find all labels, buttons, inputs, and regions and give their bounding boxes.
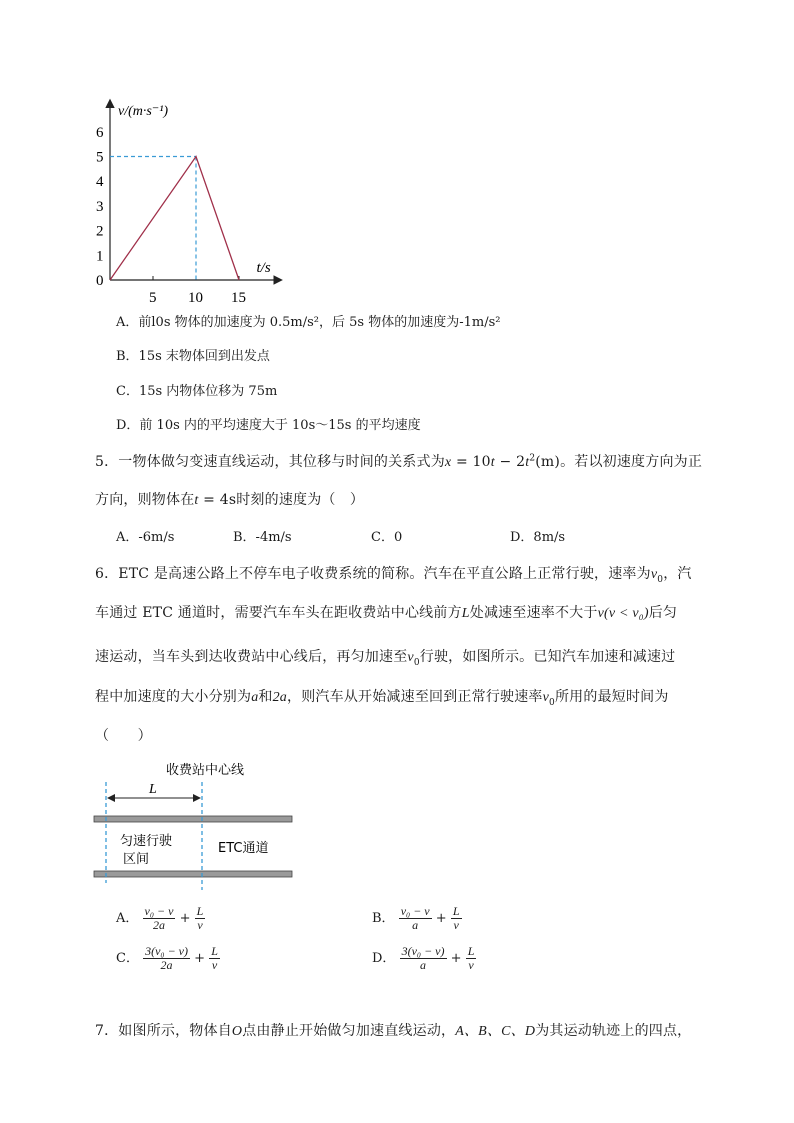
q6-line-1: 6．ETC 是高速公路上不停车电子收费系统的简称。汽车在平直公路上正常行驶，速率为$v_0$，汽 [95, 566, 692, 585]
y-tick-label: 6 [96, 124, 104, 141]
zone-label-1: 匀速行驶 [120, 834, 173, 849]
q5-option-b: B．-4m/s [233, 530, 292, 545]
y-tick-label: 4 [96, 174, 104, 191]
q5-line-2: 方向，则物体在t = 4s时刻的速度为（ ） [95, 492, 365, 508]
velocity-series-line [110, 157, 239, 281]
y-tick-label: 5 [96, 149, 104, 166]
q4-option-c: C．15s 内物体位移为 75m [116, 384, 278, 399]
x-axis-label: t/s [256, 260, 271, 276]
diagram-title: 收费站中心线 [166, 763, 245, 778]
y-tick-label: 3 [96, 198, 104, 215]
q4-option-a: A．前l0s 物体的加速度为 0.5m/s²，后 5s 物体的加速度为-1m/s² [116, 315, 501, 330]
road-bottom-edge [94, 871, 292, 877]
q6-line-3: 速运动，当车头到达收费站中心线后，再匀加速至$v_0$行驶，如图所示。已知汽车加速和减速过 [95, 649, 676, 668]
q5-option-c: C．0 [371, 530, 403, 545]
q6-line-2: 车通过 ETC 通道时，需要汽车车头在距收费站中心线前方L处减速至速率不大于v(v < v₀)后匀 [95, 605, 678, 621]
q7-line-1: 7．如图所示，物体自O点由静止开始做匀加速直线运动，A、B、C、D为其运动轨迹上的四点， [95, 1023, 692, 1039]
y-axis-label: v/(m·s⁻¹) [118, 104, 169, 119]
q5-line-1: 5．一物体做匀变速直线运动，其位移与时间的关系式为$x = 10t - 2t^2(m)$。若以初速度方向为正 [95, 453, 703, 470]
q5-option-a: A．-6m/s [116, 530, 175, 545]
y-tick-label: 2 [96, 223, 104, 240]
distance-label: L [149, 782, 157, 797]
x-tick-label: 15 [231, 290, 246, 305]
y-tick-label: 0 [96, 273, 104, 289]
q4-option-b: B．15s 末物体回到出发点 [116, 349, 270, 364]
q6-option-a: A． $\frac{\text{v₀ − v}}{2a}$ + $\frac{L}{v}$ [116, 904, 204, 932]
etc-label: ETC通道 [218, 841, 269, 856]
zone-label-2: 区间 [123, 852, 150, 867]
q6-line-4: 程中加速度的大小分别为a和2a，则汽车从开始减速至回到正常行驶速率$v_0$所用的最短时间为 [95, 689, 669, 708]
y-tick-label: 1 [96, 248, 104, 265]
x-tick-label: 5 [149, 290, 157, 305]
road-top-edge [94, 816, 292, 822]
etc-diagram [90, 755, 300, 895]
x-tick-label: 10 [188, 290, 203, 305]
q6-option-d: D． $\frac{\text{3(v₀ − v)}}{a}$ + $\frac{L}{v}$ [372, 944, 475, 972]
q5-option-d: D．8m/s [510, 530, 566, 545]
q4-option-d: D．前 10s 内的平均速度大于 10s～15s 的平均速度 [116, 418, 421, 433]
q6-option-b: B． $\frac{\text{v₀ − v}}{a}$ + $\frac{L}{v}$ [372, 904, 460, 932]
q6-option-c: C． $\frac{\text{3(v₀ − v)}}{2a}$ + $\frac{L}{v}$ [116, 944, 218, 972]
q6-line-5: （ ） [95, 728, 152, 744]
velocity-time-chart [88, 95, 318, 305]
